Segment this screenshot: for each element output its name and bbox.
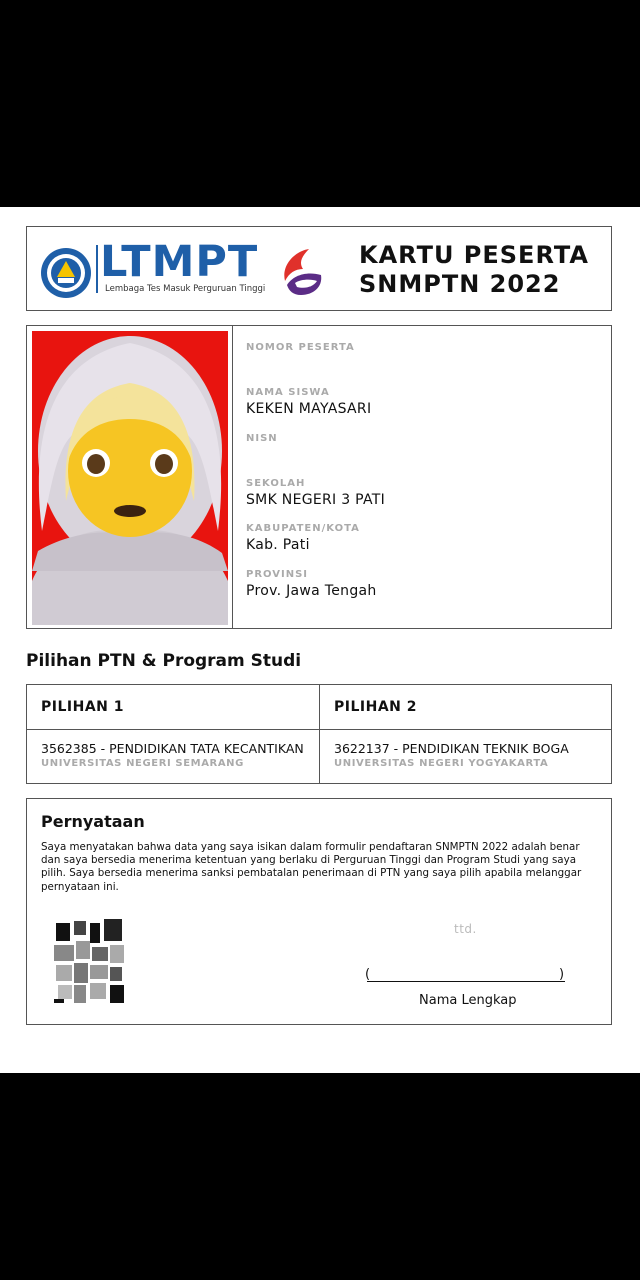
choice-2-university: UNIVERSITAS NEGERI YOGYAKARTA xyxy=(334,758,549,769)
choice-1-header: PILIHAN 1 xyxy=(41,699,124,715)
nama-siswa-value: KEKEN MAYASARI xyxy=(246,401,372,417)
signature-paren-close: ) xyxy=(559,967,565,982)
statement-title: Pernyataan xyxy=(41,812,145,831)
sekolah-label: SEKOLAH xyxy=(246,478,306,489)
choice-1-program: 3562385 - PENDIDIKAN TATA KECANTIKAN xyxy=(41,741,304,756)
participant-info xyxy=(26,325,612,629)
table-column-divider xyxy=(319,685,320,783)
qr-code-icon xyxy=(52,919,126,1005)
kabupaten-label: KABUPATEN/KOTA xyxy=(246,523,360,534)
nama-siswa-label: NAMA SISWA xyxy=(246,387,330,398)
participant-photo xyxy=(32,331,228,625)
admission-card-page xyxy=(0,207,640,1073)
choice-2-program: 3622137 - PENDIDIKAN TEKNIK BOGA xyxy=(334,741,569,756)
card-title-line1: KARTU PESERTA xyxy=(359,241,589,269)
choice-2-header: PILIHAN 2 xyxy=(334,699,417,715)
choices-table xyxy=(26,684,612,784)
tut-wuri-handayani-emblem-icon xyxy=(40,247,92,299)
card-header xyxy=(26,226,612,311)
signature-placeholder: ttd. xyxy=(454,922,477,936)
provinsi-label: PROVINSI xyxy=(246,569,309,580)
nomor-peserta-label: NOMOR PESERTA xyxy=(246,342,355,353)
kabupaten-value: Kab. Pati xyxy=(246,537,310,553)
choices-section-title: Pilihan PTN & Program Studi xyxy=(26,651,302,671)
signature-line xyxy=(367,971,565,982)
statement-box xyxy=(26,798,612,1025)
card-title xyxy=(359,241,589,299)
photo-divider xyxy=(232,326,233,628)
statement-text: Saya menyatakan bahwa data yang saya isikan dalam formulir pendaftaran SNMPTN 2022 adalah benar dan saya bersedia menerima ketentuan yang berlaku di Perguruan Tinggi dan Program Studi yang saya pilih. Saya bersedia menerima sanksi pembatalan penerimaan di PTN yang saya pilih apabila melanggar pernyataan ini. xyxy=(41,841,582,893)
provinsi-value: Prov. Jawa Tengah xyxy=(246,583,377,599)
ltmpt-logo-text: LTMPT xyxy=(100,237,259,287)
sekolah-value: SMK NEGERI 3 PATI xyxy=(246,492,386,508)
woman-with-headscarf-emoji xyxy=(32,331,228,625)
choice-1-university: UNIVERSITAS NEGERI SEMARANG xyxy=(41,758,244,769)
signature-paren-open: ( xyxy=(365,967,371,982)
card-title-line2: SNMPTN 2022 xyxy=(359,270,561,298)
snmptn-logo-icon xyxy=(277,241,327,299)
table-row-divider xyxy=(27,729,611,730)
ltmpt-logo-subtitle: Lembaga Tes Masuk Perguruan Tinggi xyxy=(105,284,266,294)
signature-name-caption: Nama Lengkap xyxy=(419,993,517,1008)
logo-divider xyxy=(96,245,98,293)
nisn-label: NISN xyxy=(246,433,278,444)
